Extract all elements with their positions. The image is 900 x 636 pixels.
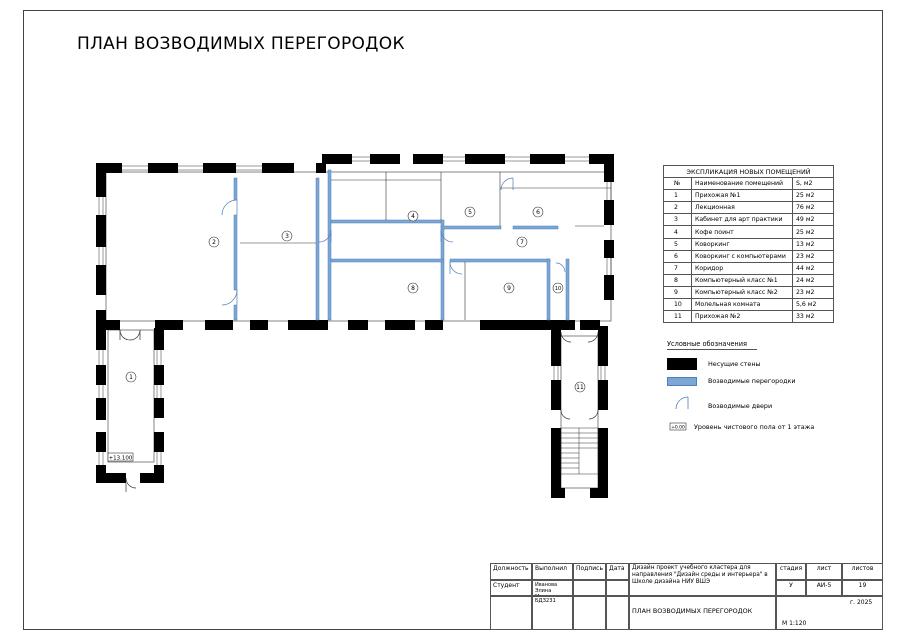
table-row: 4 Кофе поинт 25 м2 — [664, 226, 834, 238]
empty-cell — [573, 596, 606, 630]
table-row: 1 Прихожая №1 25 м2 — [664, 190, 834, 202]
author-value: Иванова Элина — [532, 580, 573, 596]
table-row: 5 Коворкинг 13 м2 — [664, 238, 834, 250]
legend-underline — [667, 349, 757, 350]
sheets-label: листов — [842, 563, 883, 580]
room-label-2: 2 — [212, 239, 216, 246]
room-label-7: 7 — [520, 239, 524, 246]
sheet-title: ПЛАН ВОЗВОДИМЫХ ПЕРЕГОРОДОК — [629, 596, 776, 630]
col-sign: Подпись — [573, 563, 606, 580]
room-markers — [126, 207, 585, 392]
title-block — [490, 563, 883, 630]
table-row: 7 Коридор 44 м2 — [664, 262, 834, 274]
group-value: БДЗ231 — [532, 596, 573, 630]
table-row: 10 Молельная комната 5,6 м2 — [664, 299, 834, 311]
date-cell — [606, 580, 629, 596]
table-header-row: № Наименование помещений S, м2 — [664, 178, 834, 190]
explication-table — [663, 165, 834, 323]
sheets-value: 19 — [842, 580, 883, 596]
table-row: 11 Прихожая №2 33 м2 — [664, 311, 834, 323]
role-value: Студент — [490, 580, 532, 596]
staircase — [561, 428, 598, 474]
table-row: 6 Коворкинг с компьютерами 23 м2 — [664, 250, 834, 262]
room-label-9: 9 — [507, 285, 511, 292]
level-mark: +13.100 — [108, 455, 133, 462]
legend-title: Условные обозначения — [667, 340, 747, 348]
empty-cell — [606, 596, 629, 630]
sheet-value: АИ-5 — [806, 580, 842, 596]
sheet-label: лист — [806, 563, 842, 580]
legend-level-label: Уровень чистового пола от 1 этажа — [694, 423, 815, 431]
stage-value: У — [776, 580, 806, 596]
explication-caption: ЭКСПЛИКАЦИЯ НОВЫХ ПОМЕЩЕНИЙ — [664, 166, 834, 178]
room-label-8: 8 — [411, 285, 415, 292]
table-row: 3 Кабинет для арт практики 49 м2 — [664, 214, 834, 226]
legend-partitions-label: Возводимые перегородки — [708, 377, 796, 385]
scale-value: М 1:120 — [782, 620, 807, 627]
empty-cell — [490, 596, 532, 630]
room-label-1: 1 — [129, 374, 133, 381]
page-title: ПЛАН ВОЗВОДИМЫХ ПЕРЕГОРОДОК — [77, 34, 405, 54]
sign-cell — [573, 580, 606, 596]
legend-wall-swatch — [667, 358, 697, 370]
table-row: 8 Компьютерный класс №1 24 м2 — [664, 274, 834, 286]
table-row: 9 Компьютерный класс №2 23 м2 — [664, 286, 834, 298]
stage-label: стадия — [776, 563, 806, 580]
col-role: Должность — [490, 563, 532, 580]
year-value: г. 2025 — [850, 599, 873, 606]
room-label-6: 6 — [536, 209, 540, 216]
legend-partition-swatch — [667, 377, 697, 386]
legend-door-icon — [676, 397, 688, 409]
svg-text:+0.00: +0.00 — [671, 425, 685, 431]
project-title: Дизайн проект учебного кластера для направления "Дизайн среды и интерьера" в Школе дизайна НИУ ВШЭ — [629, 563, 776, 596]
room-label-4: 4 — [411, 213, 415, 220]
legend-walls-label: Несущие стены — [708, 360, 761, 368]
legend-doors-label: Возводимые двери — [708, 402, 773, 410]
col-author: Выполнил — [532, 563, 573, 580]
bearing-walls — [96, 154, 614, 498]
col-date: Дата — [606, 563, 629, 580]
room-label-11: 11 — [576, 384, 584, 391]
room-label-3: 3 — [285, 233, 289, 240]
table-row: 2 Лекционная 76 м2 — [664, 202, 834, 214]
room-label-5: 5 — [468, 209, 472, 216]
room-label-10: 10 — [554, 286, 562, 292]
